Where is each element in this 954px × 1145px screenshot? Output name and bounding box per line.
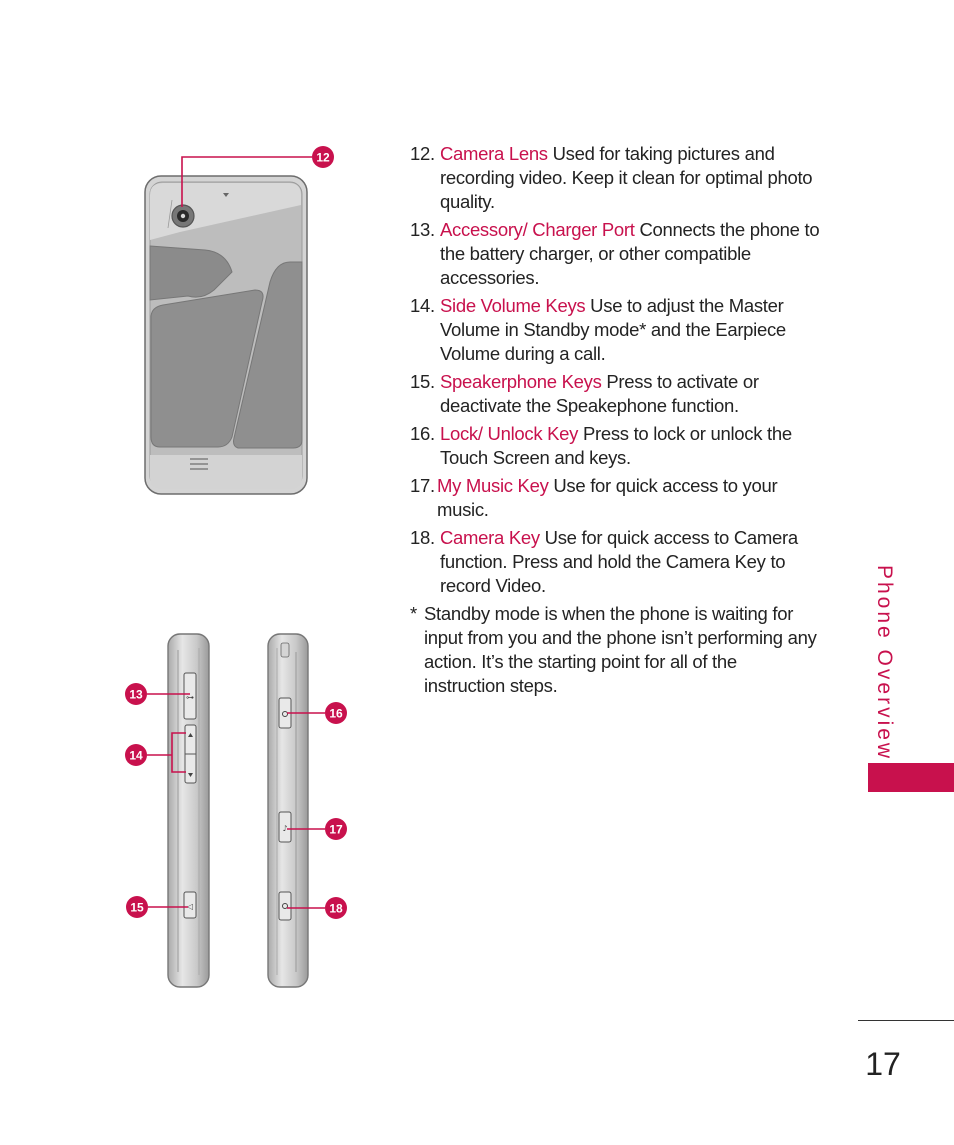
- phone-left-side-view: [168, 634, 209, 987]
- callout-number: 17: [329, 822, 343, 837]
- callout-number: 12: [316, 150, 330, 165]
- item-term: My Music Key: [437, 475, 549, 496]
- item-term: Camera Lens: [440, 143, 548, 164]
- item-number: 12.: [410, 143, 435, 164]
- footnote-text: Standby mode is when the phone is waiting for input from you and the phone isn’t performing any action. It’s the starting point for all of the instruction steps.: [424, 603, 817, 696]
- svg-text:♪: ♪: [282, 824, 288, 833]
- callout-number: 18: [329, 901, 343, 916]
- feature-item-my-music-key: [410, 474, 820, 522]
- callout-number: 14: [129, 748, 143, 763]
- item-number: 14.: [410, 295, 435, 316]
- item-term: Lock/ Unlock Key: [440, 423, 579, 444]
- item-description: Press to activate or deactivate the Speakephone function.: [440, 371, 759, 416]
- item-description: Use to adjust the Master Volume in Standby mode* and the Earpiece Volume during a call.: [440, 295, 786, 364]
- page-number: 17: [865, 1046, 901, 1082]
- svg-text:◁: ◁: [186, 902, 194, 911]
- item-description: Press to lock or unlock the Touch Screen and keys.: [440, 423, 792, 468]
- feature-item-camera-key: [410, 526, 820, 598]
- item-term: Side Volume Keys: [440, 295, 586, 316]
- callout-number: 15: [130, 900, 144, 915]
- feature-item-charger-port: [410, 218, 820, 290]
- feature-item-lock-unlock-key: [410, 422, 820, 470]
- item-description: Use for quick access to Camera function. Press and hold the Camera Key to record Video.: [440, 527, 798, 596]
- item-number: 17.: [410, 475, 435, 496]
- item-number: 15.: [410, 371, 435, 392]
- footer-rule: [858, 1020, 954, 1021]
- footnote-marker: *: [410, 603, 417, 624]
- item-term: Speakerphone Keys: [440, 371, 602, 392]
- phone-right-side-view: [268, 634, 308, 987]
- item-description: Use for quick access to your music.: [437, 475, 778, 520]
- item-term: Accessory/ Charger Port: [440, 219, 635, 240]
- item-description: Used for taking pictures and recording video. Keep it clean for optimal photo quality.: [440, 143, 813, 212]
- callout-number: 16: [329, 706, 343, 721]
- feature-item-camera-lens: [410, 142, 820, 214]
- item-description: Connects the phone to the battery charger, or other compatible accessories.: [440, 219, 820, 288]
- feature-item-side-volume-keys: [410, 294, 820, 366]
- standby-footnote: [410, 602, 820, 698]
- feature-item-speakerphone-keys: [410, 370, 820, 418]
- callout-number: 13: [129, 687, 143, 702]
- svg-text:⊶: ⊶: [186, 693, 194, 702]
- item-number: 13.: [410, 219, 435, 240]
- item-number: 18.: [410, 527, 435, 548]
- item-number: 16.: [410, 423, 435, 444]
- section-tab-title: Phone Overview: [873, 565, 896, 762]
- item-term: Camera Key: [440, 527, 540, 548]
- phone-back-view: [145, 176, 307, 494]
- section-tab-marker: [868, 763, 954, 792]
- feature-list: [410, 142, 820, 698]
